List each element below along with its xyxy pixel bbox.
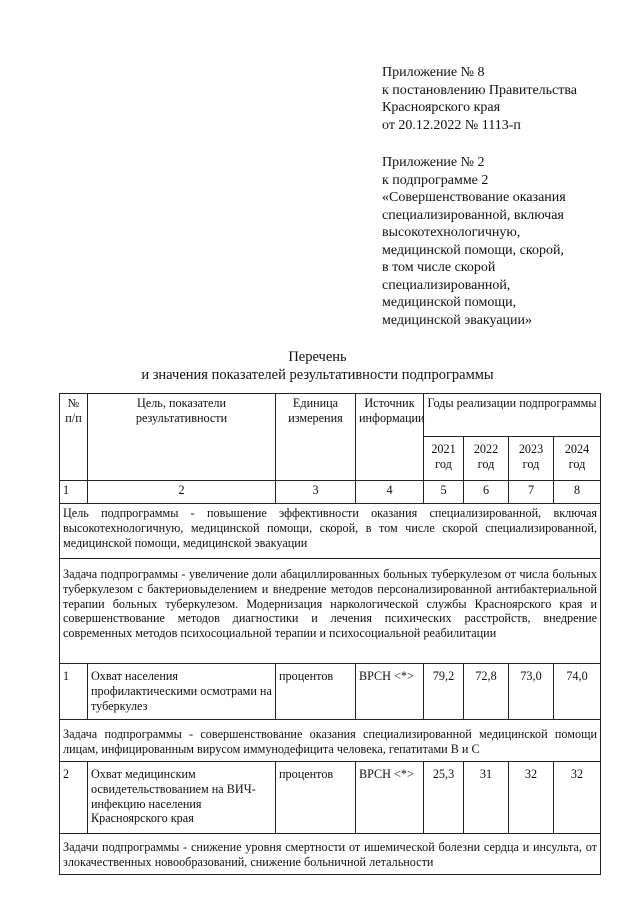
- document-title: [0, 348, 635, 384]
- header-source: Источник информации: [356, 394, 424, 481]
- col-number: 3: [276, 481, 356, 504]
- appendix-2-line: медицинской эвакуации»: [382, 312, 533, 328]
- appendix-2-line: медицинской помощи, скорой,: [382, 242, 564, 258]
- row-value: 32: [509, 762, 554, 834]
- title-line-2: и значения показателей результативности подпрограммы: [141, 367, 494, 383]
- col-number: 1: [60, 481, 88, 504]
- task-text: Задача подпрограммы - совершенствование оказания специализированной медицинской помощи лицам, инфицированным вирусом иммунодефицита человека, гепатитами В и С: [60, 720, 601, 762]
- header-year: 2022 год: [464, 437, 509, 481]
- header-year: 2021 год: [424, 437, 464, 481]
- appendix-2-line: «Совершенствование оказания: [382, 190, 566, 205]
- header-goal: Цель, показатели результативности: [88, 394, 276, 481]
- row-num: 1: [60, 664, 88, 720]
- appendix-8-line: от 20.12.2022 № 1113-п: [382, 117, 521, 133]
- row-source: ВРСН <*>: [356, 664, 424, 720]
- col-number: 6: [464, 481, 509, 504]
- appendix-2-line: медицинской помощи,: [382, 295, 517, 310]
- table-row: [60, 762, 601, 834]
- appendix-8-block: [382, 64, 577, 134]
- row-num: 2: [60, 762, 88, 834]
- header-unit: Единица измерения: [276, 394, 356, 481]
- row-value: 72,8: [464, 664, 509, 720]
- task-row: [60, 834, 601, 875]
- task-row: [60, 559, 601, 664]
- appendix-2-line: в том числе скорой: [382, 260, 496, 275]
- goal-text: Цель подпрограммы - повышение эффективности оказания специализированной, включая высокотехнологичную, медицинской помощи, скорой, в том числе скорой специализированной, медицинской помощи, медицинской эвакуации: [60, 504, 601, 559]
- column-numbers-row: [60, 481, 601, 504]
- row-value: 32: [554, 762, 601, 834]
- header-year: 2023 год: [509, 437, 554, 481]
- row-value: 73,0: [509, 664, 554, 720]
- appendix-2-line: специализированной,: [382, 277, 511, 293]
- col-number: 2: [88, 481, 276, 504]
- row-value: 31: [464, 762, 509, 834]
- title-line-1: Перечень: [288, 349, 347, 365]
- row-source: ВРСН <*>: [356, 762, 424, 834]
- header-years-group: Годы реализации подпрограммы: [424, 394, 601, 437]
- task-text: Задачи подпрограммы - снижение уровня смертности от ишемической болезни сердца и инсульта, от злокачественных новообразований, снижение больничной летальности: [60, 834, 601, 875]
- row-unit: процентов: [276, 664, 356, 720]
- col-number: 5: [424, 481, 464, 504]
- row-value: 79,2: [424, 664, 464, 720]
- col-number: 8: [554, 481, 601, 504]
- indicators-table: [59, 393, 601, 875]
- appendix-2-line: специализированной, включая: [382, 207, 564, 223]
- row-value: 74,0: [554, 664, 601, 720]
- appendix-8-line: Приложение № 8: [382, 65, 485, 80]
- task-row: [60, 720, 601, 762]
- goal-row: [60, 504, 601, 559]
- task-text: Задача подпрограммы - увеличение доли абациллированных больных туберкулезом от числа больных туберкулезом с бактериовыделением и внедрение методов персонализированной антибактериальной терапии больных туберкулезом. Модернизация наркологической службы Красноярского края и совершенствование методов диагностики и лечения психических расстройств, внедрение современных методов психосоциальной терапии и психосоциальной реабилитации: [60, 559, 601, 664]
- appendix-2-line: высокотехнологичную,: [382, 225, 521, 240]
- col-number: 7: [509, 481, 554, 504]
- row-name: Охват медицинским освидетельствованием на ВИЧ-инфекцию населения Красноярского края: [88, 762, 276, 834]
- header-num: № п/п: [60, 394, 88, 481]
- header-row: [60, 394, 601, 437]
- row-name: Охват населения профилактическими осмотрами на туберкулез: [88, 664, 276, 720]
- row-value: 25,3: [424, 762, 464, 834]
- appendix-2-line: к подпрограмме 2: [382, 172, 489, 188]
- appendix-8-line: к постановлению Правительства: [382, 82, 578, 98]
- col-number: 4: [356, 481, 424, 504]
- row-unit: процентов: [276, 762, 356, 834]
- header-year: 2024 год: [554, 437, 601, 481]
- appendix-8-line: Красноярского края: [382, 100, 501, 115]
- appendix-2-block: [382, 154, 566, 329]
- appendix-2-line: Приложение № 2: [382, 155, 485, 170]
- table-row: [60, 664, 601, 720]
